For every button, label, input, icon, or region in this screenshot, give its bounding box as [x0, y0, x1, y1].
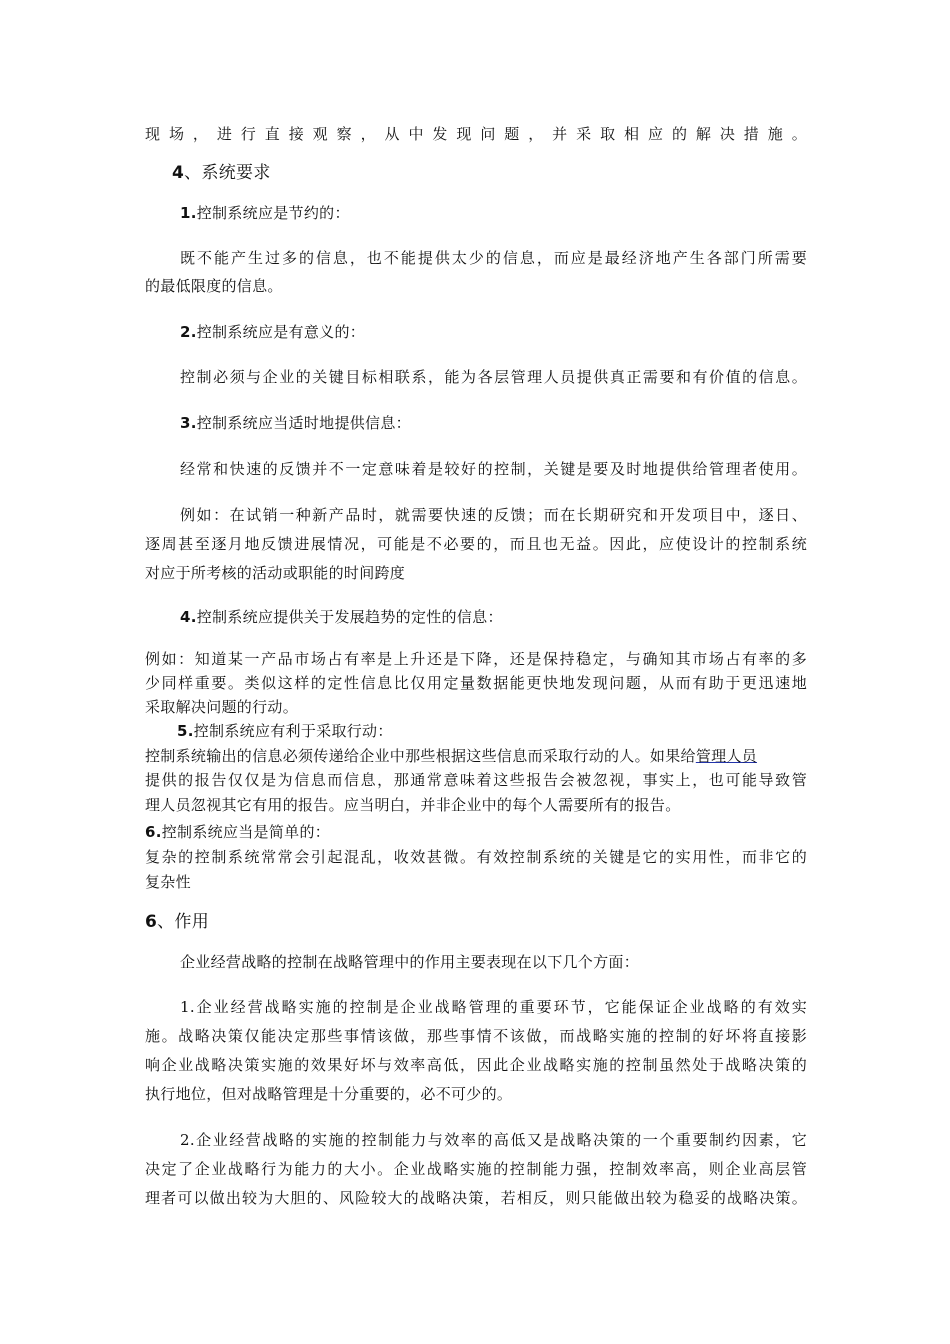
text-line: 决定了企业战略行为能力的大小。企业战略实施的控制能力强，控制效率高，则企业高层管: [145, 1160, 807, 1178]
text-line: 2.企业经营战略的实施的控制能力与效率的高低又是战略决策的一个重要制约因素，它: [180, 1131, 807, 1149]
text-line: 采取解决问题的行动。: [145, 698, 299, 716]
text-line: 响企业战略决策实施的效果好坏与效率高低，因此企业战略实施的控制虽然处于战略决策的: [145, 1056, 807, 1074]
text-line: 例如：知道某一产品市场占有率是上升还是下降，还是保持稳定，与确知其市场占有率的多: [145, 650, 807, 668]
text-line: 理人员忽视其它有用的报告。应当明白，并非企业中的每个人需要所有的报告。: [145, 796, 681, 814]
link-management-staff[interactable]: 管理人员: [695, 747, 758, 765]
text-line: 企业经营战略的控制在战略管理中的作用主要表现在以下几个方面：: [180, 953, 640, 971]
text-line: 复杂性: [145, 873, 191, 891]
text-line: 少同样重要。类似这样的定性信息比仅用定量数据能更快地发现问题，从而有助于更迅速地: [145, 674, 807, 692]
text-line: 的最低限度的信息。: [145, 277, 283, 295]
subheading-2: 2.控制系统应是有意义的：: [180, 323, 366, 341]
subheading-1: 1.控制系统应是节约的：: [180, 204, 350, 222]
text-line: 提供的报告仅仅是为信息而信息，那通常意味着这些报告会被忽视，事实上，也可能导致管: [145, 771, 807, 789]
subheading-3: 3.控制系统应当适时地提供信息：: [180, 414, 411, 432]
text-line: 既不能产生过多的信息，也不能提供太少的信息，而应是最经济地产生各部门所需要: [180, 249, 807, 267]
text-line: 例如：在试销一种新产品时，就需要快速的反馈；而在长期研究和开发项目中，逐日、: [180, 506, 807, 524]
subheading-6: 6.控制系统应当是简单的：: [145, 823, 331, 841]
text-line: 控制必须与企业的关键目标相联系，能为各层管理人员提供真正需要和有价值的信息。: [180, 368, 807, 386]
text-line: 对应于所考核的活动或职能的时间跨度: [145, 564, 406, 582]
text-line: 1.企业经营战略实施的控制是企业战略管理的重要环节，它能保证企业战略的有效实: [180, 998, 807, 1016]
text-line: 复杂的控制系统常常会引起混乱，收效甚微。有效控制系统的关键是它的实用性，而非它的: [145, 848, 807, 866]
text-line: 执行地位，但对战略管理是十分重要的，必不可少的。: [145, 1085, 513, 1103]
text-line: 现场，进行直接观察，从中发现问题，并采取相应的解决措施。: [145, 125, 807, 143]
text-line: 施。战略决策仅能决定那些事情该做，那些事情不该做，而战略实施的控制的好坏将直接影: [145, 1027, 807, 1045]
text-line: 控制系统输出的信息必须传递给企业中那些根据这些信息而采取行动的人。如果给管理人员: [145, 747, 758, 765]
text-line: 逐周甚至逐月地反馈进展情况，可能是不必要的，而且也无益。因此，应使设计的控制系统: [145, 535, 807, 553]
section-heading-4: 4、系统要求: [172, 163, 271, 183]
text-line: 经常和快速的反馈并不一定意味着是较好的控制，关键是要及时地提供给管理者使用。: [180, 460, 807, 478]
section-heading-6: 6、作用: [145, 912, 210, 932]
subheading-5: 5.控制系统应有利于采取行动：: [177, 722, 393, 740]
subheading-4: 4.控制系统应提供关于发展趋势的定性的信息：: [180, 608, 503, 626]
text-line: 理者可以做出较为大胆的、风险较大的战略决策，若相反，则只能做出较为稳妥的战略决策。: [145, 1189, 807, 1207]
